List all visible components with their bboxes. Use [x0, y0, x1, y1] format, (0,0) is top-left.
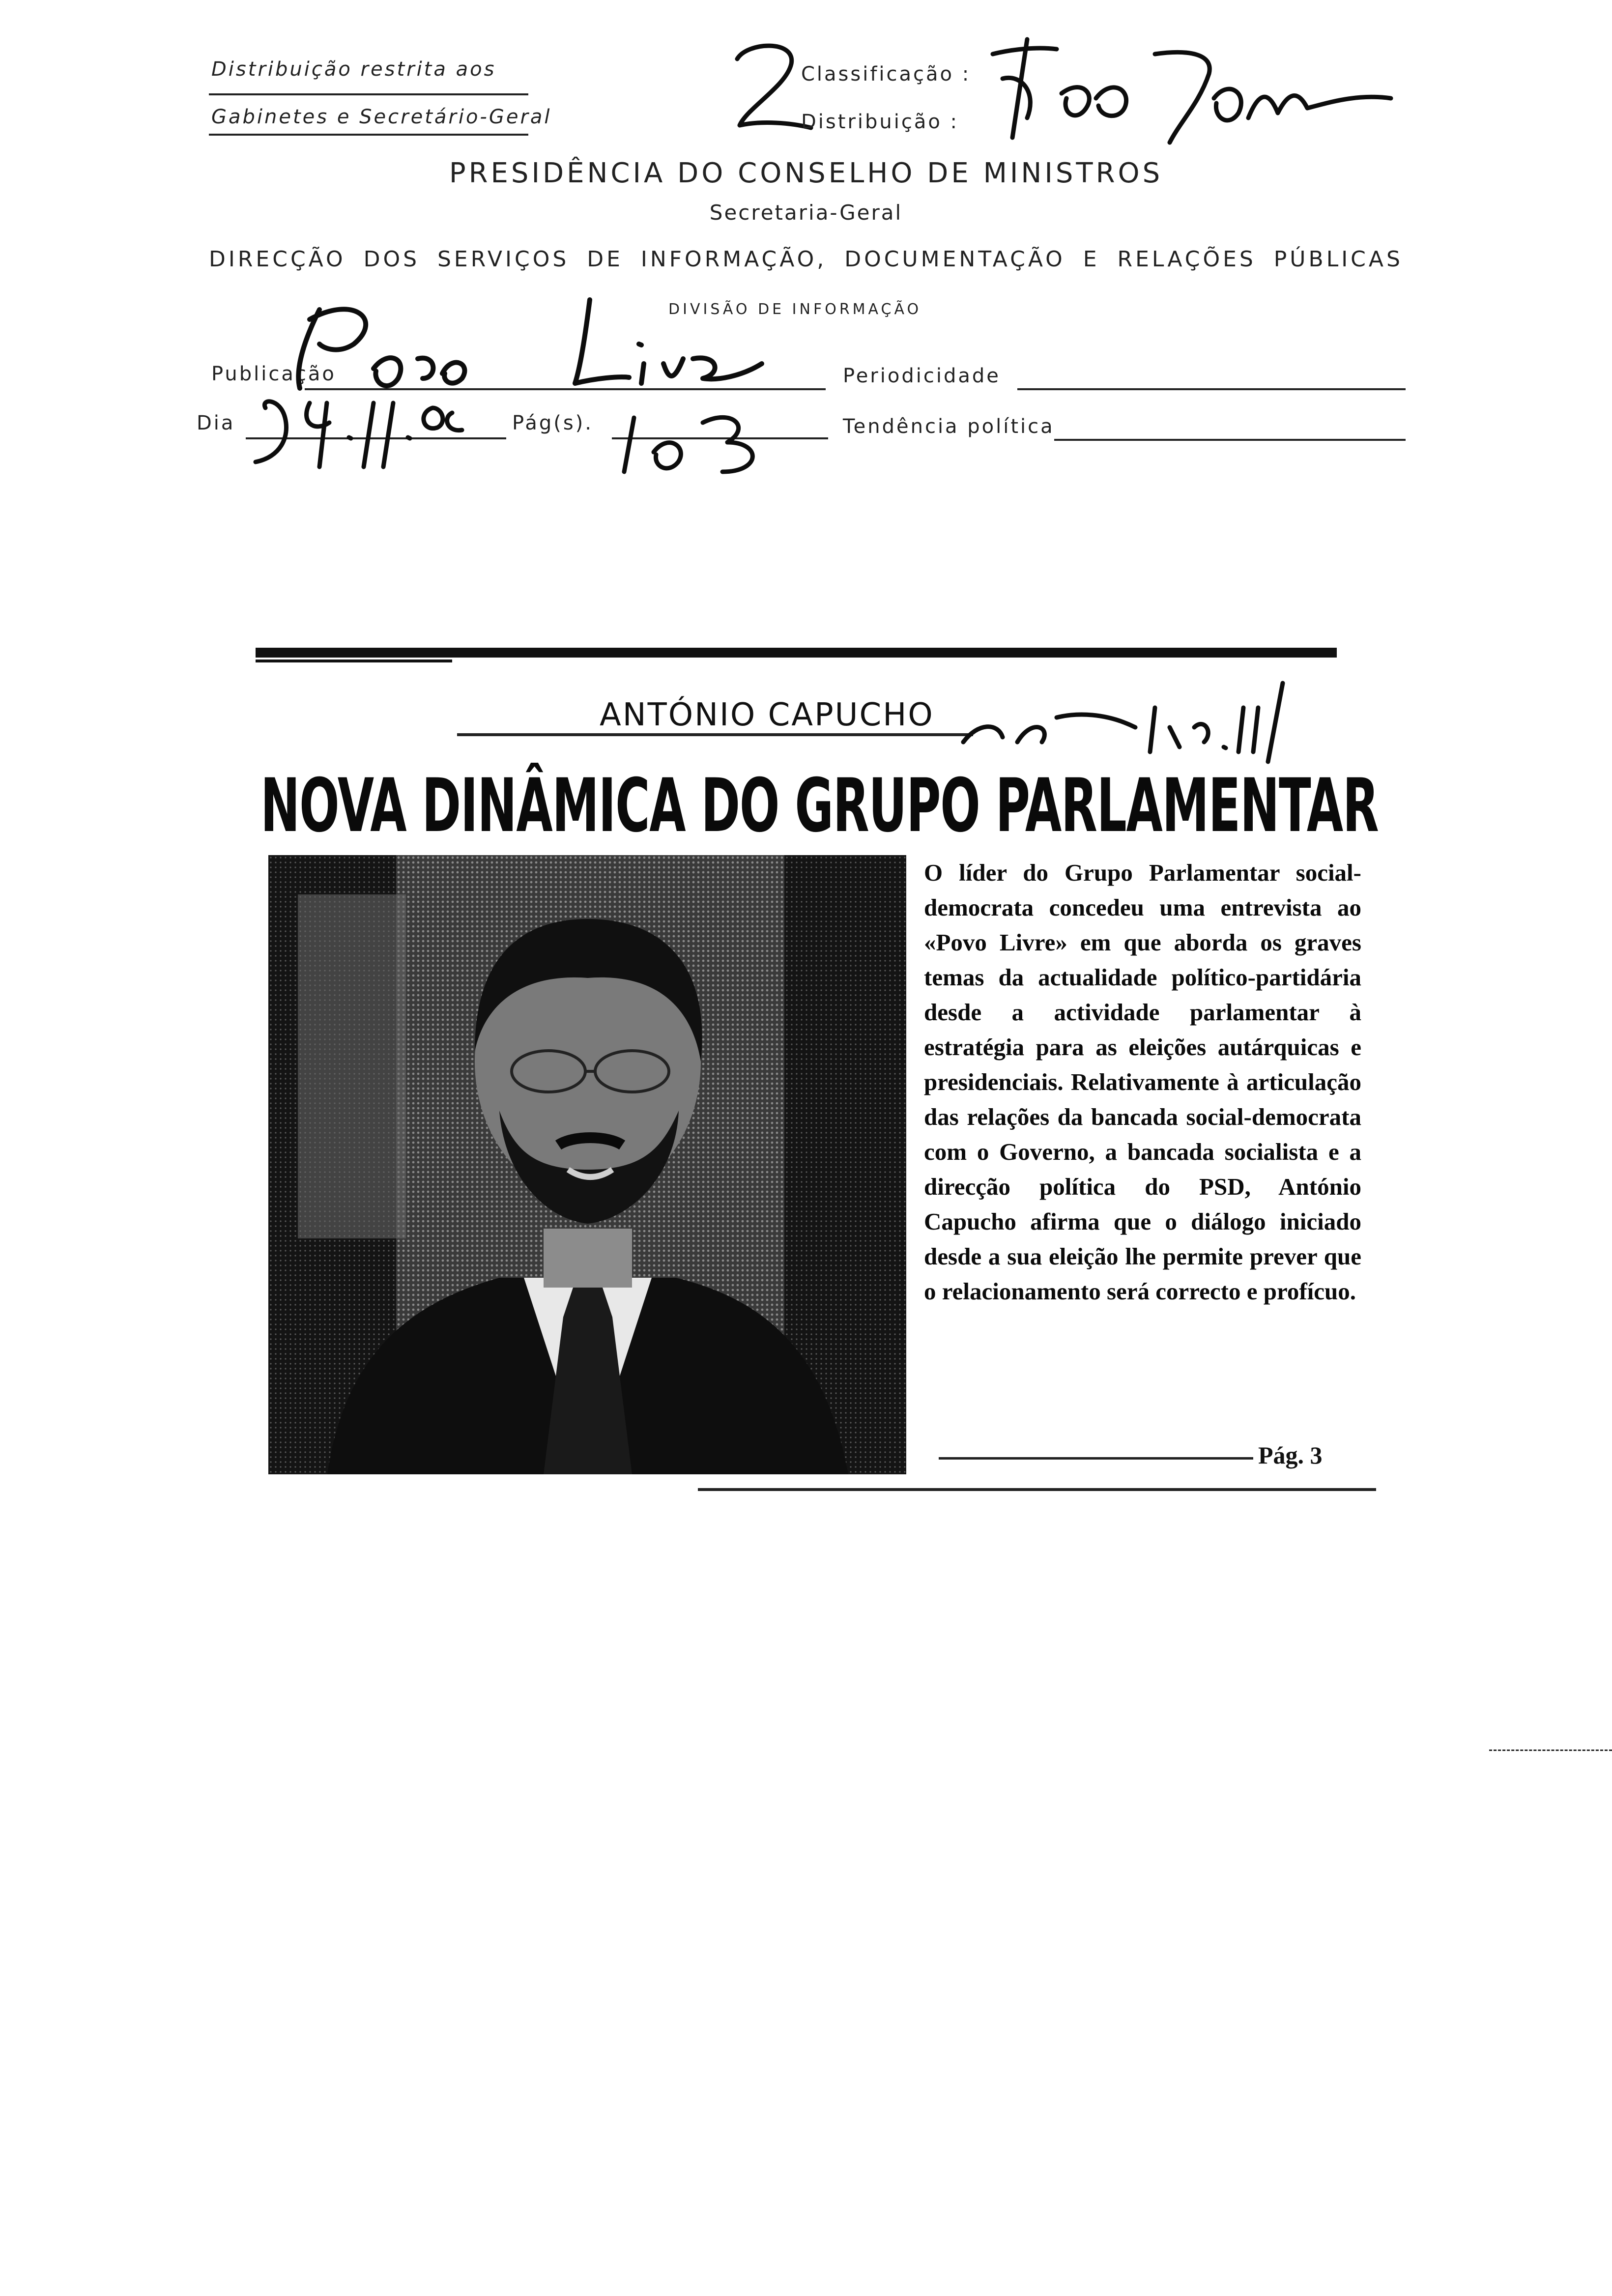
handwritten-page-numbers	[614, 403, 811, 477]
distribution-rule-2	[209, 134, 528, 136]
distribution-rule-1	[209, 93, 528, 95]
direccao-word: DIRECÇÃO	[209, 247, 346, 272]
tendencia-field-line	[1054, 439, 1406, 441]
direccao-word: RELAÇÕES	[1117, 247, 1256, 272]
clipping-bottom-rule	[698, 1488, 1376, 1491]
periodicidade-label: Periodicidade	[843, 365, 1001, 387]
direccao-word: DE	[587, 247, 623, 272]
direccao-word: E	[1083, 247, 1100, 272]
direccao-word: PÚBLICAS	[1273, 247, 1403, 272]
article-byline: ANTÓNIO CAPUCHO	[600, 697, 934, 733]
page-reference-rule	[939, 1457, 1253, 1460]
distribution-notice-line2: Gabinetes e Secretário-Geral	[211, 106, 552, 128]
article-photo	[268, 855, 906, 1474]
secretaria-geral: Secretaria-Geral	[709, 201, 903, 225]
article-headline: NOVA DINÂMICA DO GRUPO PARLAMENTAR	[260, 763, 1379, 849]
page-reference: Pág. 3	[1258, 1441, 1323, 1469]
portrait-photo-graphic	[268, 855, 906, 1474]
direccao-word: SERVIÇOS	[437, 247, 570, 272]
clipping-top-bar	[256, 648, 1337, 658]
direccao-word: INFORMAÇÃO,	[640, 247, 827, 272]
byline-rule	[457, 733, 973, 736]
presidencia-title: PRESIDÊNCIA DO CONSELHO DE MINISTROS	[449, 157, 1163, 189]
divisao-informacao: DIVISÃO DE INFORMAÇÃO	[668, 301, 922, 318]
dia-label: Dia	[197, 412, 235, 434]
handwritten-clipping-date	[949, 668, 1342, 767]
publicacao-label: Publicação	[211, 363, 336, 385]
direccao-word: DOCUMENTAÇÃO	[844, 247, 1065, 272]
scan-edge-mark	[1489, 1750, 1612, 1751]
article-lead-text: O líder do Grupo Parlamentar social-democrata concedeu uma entrevista ao «Povo Livre» em que aborda os graves temas da actualidade político-partidária desde a actividade parlamentar à estratégia para as eleições autárquicas e presidenciais. Relativamente à articulação das relações da bancada social-democrata com o Governo, a bancada socialista e a direcção política do PSD, António Capucho afirma que o diálogo iniciado desde a sua eleição lhe permite prever que o relacionamento será correcto e profícuo.	[924, 859, 1361, 1305]
clipping-top-bar-accent	[256, 660, 452, 662]
distribution-notice-line1: Distribuição restrita aos	[211, 58, 496, 81]
direccao-word: DOS	[363, 247, 420, 272]
direccao-servicos-line	[209, 247, 1403, 272]
handwritten-date	[246, 383, 521, 472]
classificacao-label: Classificação :	[801, 63, 971, 86]
handwritten-classification-scrawl	[983, 20, 1401, 147]
distribuicao-label: Distribuição :	[801, 111, 959, 133]
tendencia-politica-label: Tendência política	[843, 415, 1055, 438]
periodicidade-field-line	[1017, 388, 1406, 390]
pags-label: Pág(s).	[512, 412, 593, 434]
